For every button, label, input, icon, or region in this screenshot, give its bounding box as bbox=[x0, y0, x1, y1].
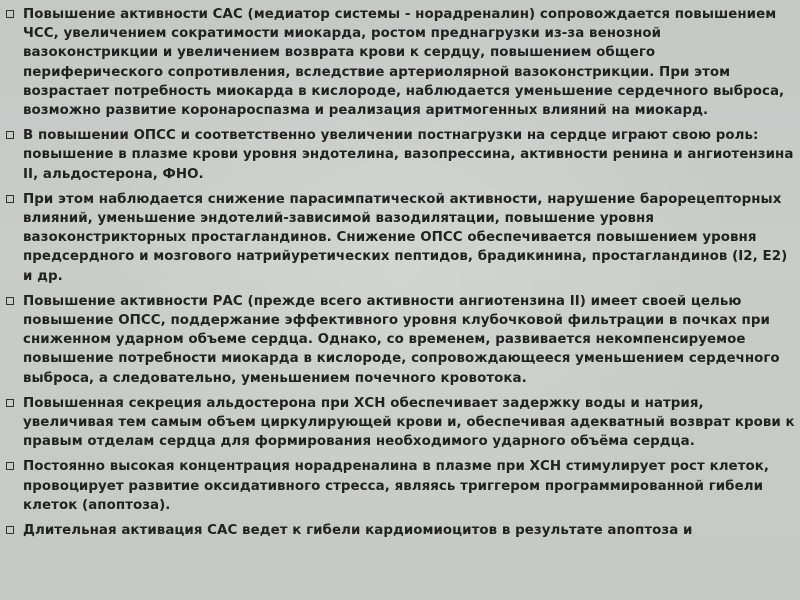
bullet-text: Повышение активности РАС (прежде всего активности ангиотензина II) имеет своей целью повышение ОПСС, поддержание эффективного уровня клубочковой фильтрации в почках при сниженном ударном объеме сердца. Однако, со временем, развивается некомпенсируемое повышение потребности миокарда в кислороде, сопровождающееся уменьшением сердечного выброса, а следовательно, уменьшением почечного кровотока. bbox=[23, 293, 780, 386]
bullet-item bbox=[6, 190, 796, 286]
bullet-item bbox=[6, 292, 796, 388]
square-bullet-icon bbox=[6, 462, 14, 470]
square-bullet-icon bbox=[6, 10, 14, 18]
square-bullet-icon bbox=[6, 195, 14, 203]
bullet-item bbox=[6, 5, 796, 120]
bullet-text: Постоянно высокая концентрация норадреналина в плазме при ХСН стимулирует рост клеток, провоцирует развитие оксидативного стресса, являясь триггером программированной гибели клеток (апоптоза). bbox=[23, 459, 770, 513]
bullet-text: Повышение активности САС (медиатор системы - норадреналин) сопровождается повышением ЧСС, увеличением сократимости миокарда, ростом преднагрузки из-за венозной вазоконстрикции и увеличением возврата крови к сердцу, повышением общего периферического сопротивления, вследствие артериолярной вазоконстрикции. При этом возрастает потребность миокарда в кислороде, наблюдается уменьшение сердечного выброса, возможно развитие коронароспазма и реализация аритмогенных влияний на миокард. bbox=[23, 7, 785, 119]
bullet-text: Повышенная секреция альдостерона при ХСН обеспечивает задержку воды и натрия, увеличивая тем самым объем циркулирующей крови и, обеспечивая адекватный возврат крови к правым отделам сердца для формирования необходимого ударного объёма сердца. bbox=[23, 395, 795, 450]
square-bullet-icon bbox=[6, 131, 14, 139]
bullet-text: В повышении ОПСС и соответственно увеличении постнагрузки на сердце играют свою роль: повышение в плазме крови уровня эндотелина, вазопрессина, активности ренина и ангиотензина II, альдостерона, ФНО. bbox=[23, 128, 794, 182]
bullet-item bbox=[6, 126, 796, 184]
square-bullet-icon bbox=[6, 526, 14, 534]
bullet-list bbox=[6, 5, 796, 546]
bullet-item bbox=[6, 394, 796, 452]
bullet-text: Длительная активация САС ведет к гибели кардиомиоцитов в результате апоптоза и bbox=[23, 523, 693, 539]
square-bullet-icon bbox=[6, 297, 14, 305]
bullet-item bbox=[6, 457, 796, 515]
square-bullet-icon bbox=[6, 399, 14, 407]
bullet-text: При этом наблюдается снижение парасимпатической активности, нарушение барорецепторных влияний, уменьшение эндотелий-зависимой вазодилятации, повышение уровня вазоконстрикторных простагландинов. Снижение ОПСС обеспечивается повышением уровня предсердного и мозгового натрийуретических пептидов, брадикинина, простагландинов (I2, E2) и др. bbox=[23, 191, 788, 284]
bullet-item bbox=[6, 521, 796, 540]
